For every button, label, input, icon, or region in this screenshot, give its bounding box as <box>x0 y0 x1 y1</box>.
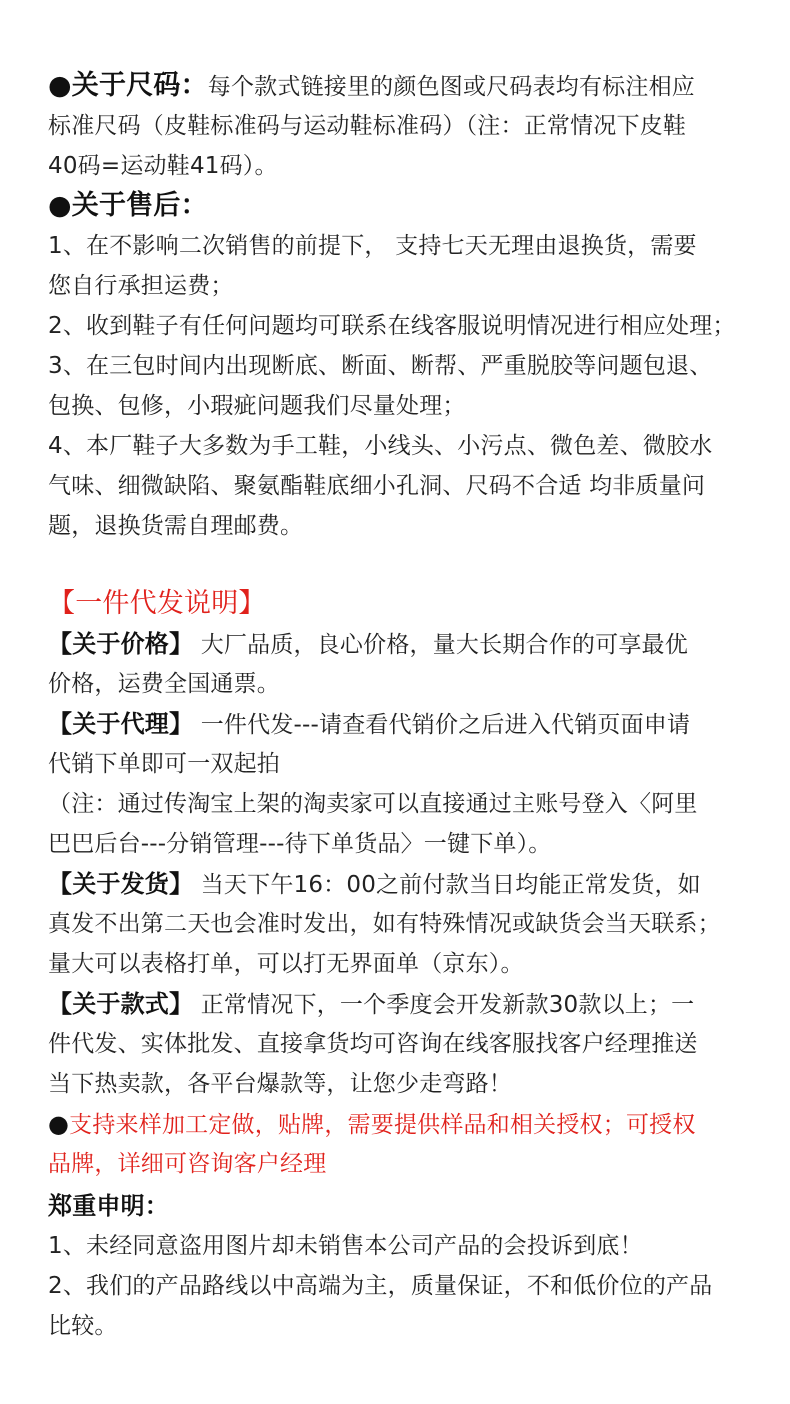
statement-line: 1、未经同意盗用图片却未销售本公司产品的会投诉到底！ <box>48 1233 643 1259</box>
aftersale-line: 包换、包修，小瑕疵问题我们尽量处理； <box>48 393 466 419</box>
style-line-2: 件代发、实体批发、直接拿货均可咨询在线客服找客户经理推送 <box>48 1031 698 1057</box>
aftersale-line: 您自行承担运费； <box>48 273 234 299</box>
agent-label: 【关于代理】 <box>48 710 194 738</box>
ship-text: 当天下午16：00之前付款当日均能正常发货，如 <box>193 872 701 898</box>
size-line-3: 40码=运动鞋41码）。 <box>48 153 278 179</box>
aftersale-line: 1、在不影响二次销售的前提下， 支持七天无理由退换货，需要 <box>48 233 697 259</box>
size-section <box>48 66 748 186</box>
aftersale-line: 气味、细微缺陷、聚氨酯鞋底细小孔洞、尺码不合适 均非质量问 <box>48 473 706 499</box>
statement-section <box>48 1186 748 1346</box>
agent-line-1 <box>48 704 748 744</box>
price-line-2: 价格，运费全国通票。 <box>48 671 280 697</box>
aftersale-line: 3、在三包时间内出现断底、断面、断帮、严重脱胶等问题包退、 <box>48 353 713 379</box>
aftersale-section <box>48 186 748 546</box>
size-text: 每个款式链接里的颜色图或尺码表均有标注相应 <box>207 74 695 100</box>
custom-line-2: 品牌，详细可咨询客户经理 <box>48 1151 327 1177</box>
style-text: 正常情况下，一个季度会开发新款30款以上；一 <box>193 992 695 1018</box>
aftersale-line: 题，退换货需自理邮费。 <box>48 513 304 539</box>
aftersale-heading: ●关于售后： <box>48 190 208 221</box>
price-line-1 <box>48 624 748 664</box>
price-text: 大厂品质，良心价格，量大长期合作的可享最优 <box>193 632 688 658</box>
statement-line: 2、我们的产品路线以中高端为主，质量保证，不和低价位的产品 <box>48 1273 713 1299</box>
bullet-dot: ● <box>48 1110 70 1138</box>
custom-line-1 <box>48 1104 748 1144</box>
style-label: 【关于款式】 <box>48 990 194 1018</box>
size-heading: ●关于尺码： <box>48 70 208 101</box>
ship-line-3: 量大可以表格打单，可以打无界面单（京东）。 <box>48 951 524 977</box>
size-line-1 <box>48 66 748 106</box>
aftersale-line: 4、本厂鞋子大多数为手工鞋，小线头、小污点、微色差、微胶水 <box>48 433 713 459</box>
aftersale-line: 2、收到鞋子有任何问题均可联系在线客服说明情况进行相应处理； <box>48 313 736 339</box>
size-line-2: 标准尺码（皮鞋标准码与运动鞋标准码）（注：正常情况下皮鞋 <box>48 113 687 139</box>
price-label: 【关于价格】 <box>48 630 194 658</box>
dropship-title: 【一件代发说明】 <box>48 588 266 619</box>
ship-line-1 <box>48 864 748 904</box>
dropship-section <box>48 584 748 1184</box>
note-line-2: 巴巴后台---分销管理---待下单货品〉一键下单）。 <box>48 831 552 857</box>
statement-heading: 郑重申明： <box>48 1192 169 1220</box>
ship-label: 【关于发货】 <box>48 870 194 898</box>
style-line-3: 当下热卖款，各平台爆款等，让您少走弯路！ <box>48 1071 512 1097</box>
style-line-1 <box>48 984 748 1024</box>
note-line-1: （注：通过传淘宝上架的淘卖家可以直接通过主账号登入〈阿里 <box>48 791 698 817</box>
custom-text: 支持来样加工定做，贴牌，需要提供样品和相关授权；可授权 <box>69 1112 696 1138</box>
agent-line-2: 代销下单即可一双起拍 <box>48 751 280 777</box>
agent-text: 一件代发---请查看代销价之后进入代销页面申请 <box>193 712 691 738</box>
ship-line-2: 真发不出第二天也会准时发出，如有特殊情况或缺货会当天联系； <box>48 911 721 937</box>
statement-line: 比较。 <box>48 1313 118 1339</box>
